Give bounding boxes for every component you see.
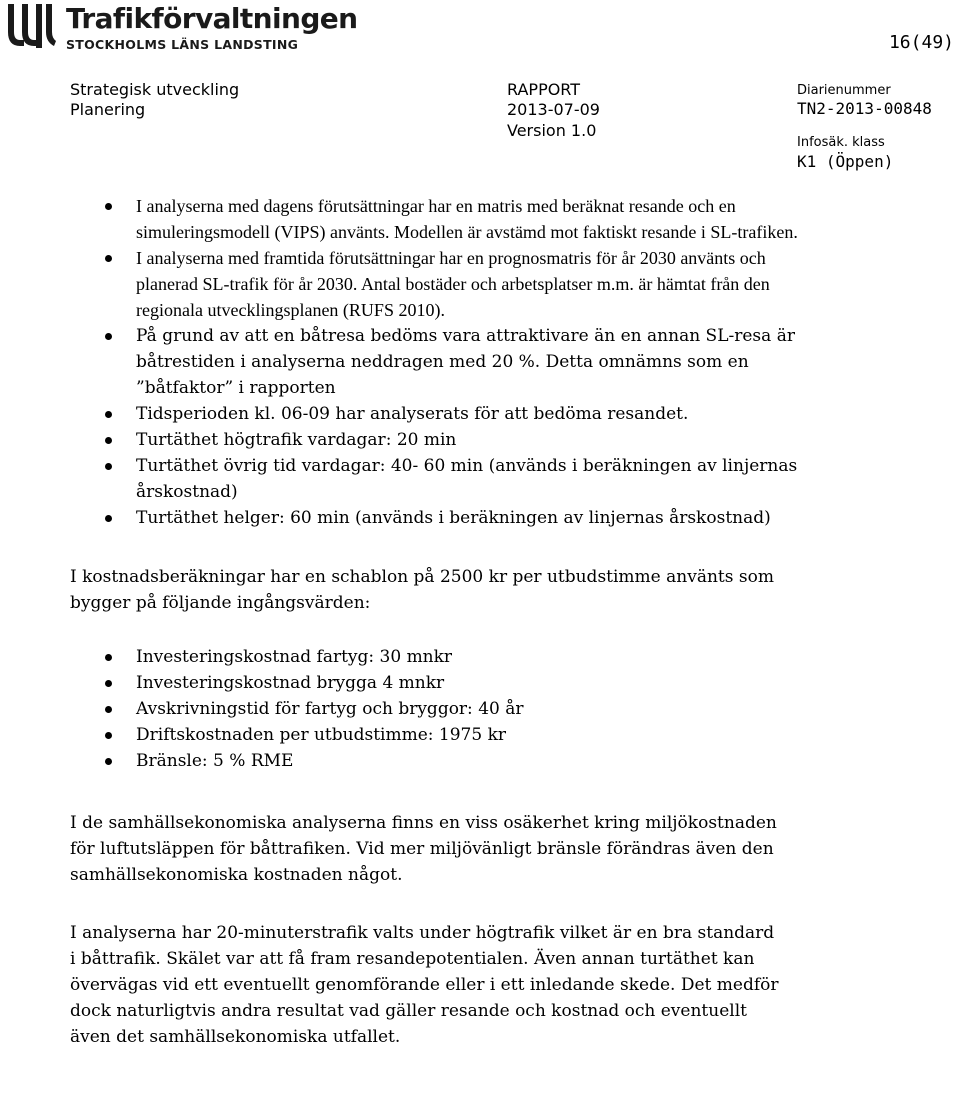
list-item: Turtäthet övrig tid vardagar: 40- 60 min (används i beräkningen av linjernas årskostnad) xyxy=(70,453,800,505)
list-item: Turtäthet högtrafik vardagar: 20 min xyxy=(70,427,800,453)
list-item xyxy=(70,245,800,323)
list-item: Bränsle: 5 % RME xyxy=(70,748,950,774)
page-number: 16(49) xyxy=(888,32,954,53)
header-unit: Planering xyxy=(70,100,146,119)
list-item: Investeringskostnad fartyg: 30 mnkr xyxy=(70,644,950,670)
list-item: Driftskostnaden per utbudstimme: 1975 kr xyxy=(70,722,950,748)
list-item: På grund av att en båtresa bedöms vara attraktivare än en annan SL-resa är båtrestiden i analyserna neddragen med 20 %. Detta omnämns som en ”båtfaktor” i rapporten xyxy=(70,323,800,401)
list-item: Turtäthet helger: 60 min (används i beräkningen av linjernas årskostnad) xyxy=(70,505,800,531)
header-department: Strategisk utveckling xyxy=(70,80,240,99)
header-date: 2013-07-09 xyxy=(507,100,600,119)
header-version: Version 1.0 xyxy=(507,121,597,140)
list-item: Investeringskostnad brygga 4 mnkr xyxy=(70,670,950,696)
frequency-paragraph: I analyserna har 20-minuterstrafik valts under högtrafik vilket är en bra standard i båttrafik. Skälet var att få fram resandepotentialen. Även annan turtäthet kan övervägas vid ett eventuellt genomförande eller i ett inledande skede. Det medför dock naturligtvis andra resultat vad gäller resande och kostnad och eventuellt även det samhällsekonomiska utfallet. xyxy=(70,923,779,1047)
header-diarienummer: TN2-2013-00848 xyxy=(797,99,932,118)
list-item: Tidsperioden kl. 06-09 har analyserats för att bedöma resandet. xyxy=(70,401,800,427)
list-item-text: I analyserna med framtida förutsättningar har en prognosmatris för år 2030 använts och planerad SL-trafik för år 2030. xyxy=(136,248,766,294)
header-diarienummer-label: Diarienummer xyxy=(797,83,891,98)
header-infosak-label: Infosäk. klass xyxy=(797,135,885,150)
cost-items-list xyxy=(70,644,950,774)
logo-name: Trafikförvaltningen xyxy=(66,2,358,35)
cost-intro-paragraph: I kostnadsberäkningar har en schablon på 2500 kr per utbudstimme använts som bygger på följande ingångsvärden: xyxy=(70,567,774,613)
assumptions-list xyxy=(70,193,800,531)
header-doc-type: RAPPORT xyxy=(507,80,581,99)
list-item-text: Antal bostäder och arbetsplatser m.m. är hämtat från den regionala utvecklingsplanen (RUFS 2010). xyxy=(136,274,770,320)
logo-subtitle: STOCKHOLMS LÄNS LANDSTING xyxy=(66,37,299,52)
logo-mark-icon xyxy=(2,2,58,50)
list-item: I analyserna med dagens förutsättningar har en matris med beräknat resande och en simuleringsmodell (VIPS) använts. Modellen är avstämd mot faktiskt resande i SL-trafiken. xyxy=(70,193,800,245)
environment-paragraph: I de samhällsekonomiska analyserna finns en viss osäkerhet kring miljökostnaden för luftutsläppen för båttrafiken. Vid mer miljövänligt bränsle förändras även den samhällsekonomiska kostnaden något. xyxy=(70,813,777,885)
list-item: Avskrivningstid för fartyg och bryggor: 40 år xyxy=(70,696,950,722)
header-infosak-value: K1 (Öppen) xyxy=(797,152,894,171)
document-body xyxy=(70,193,950,1050)
